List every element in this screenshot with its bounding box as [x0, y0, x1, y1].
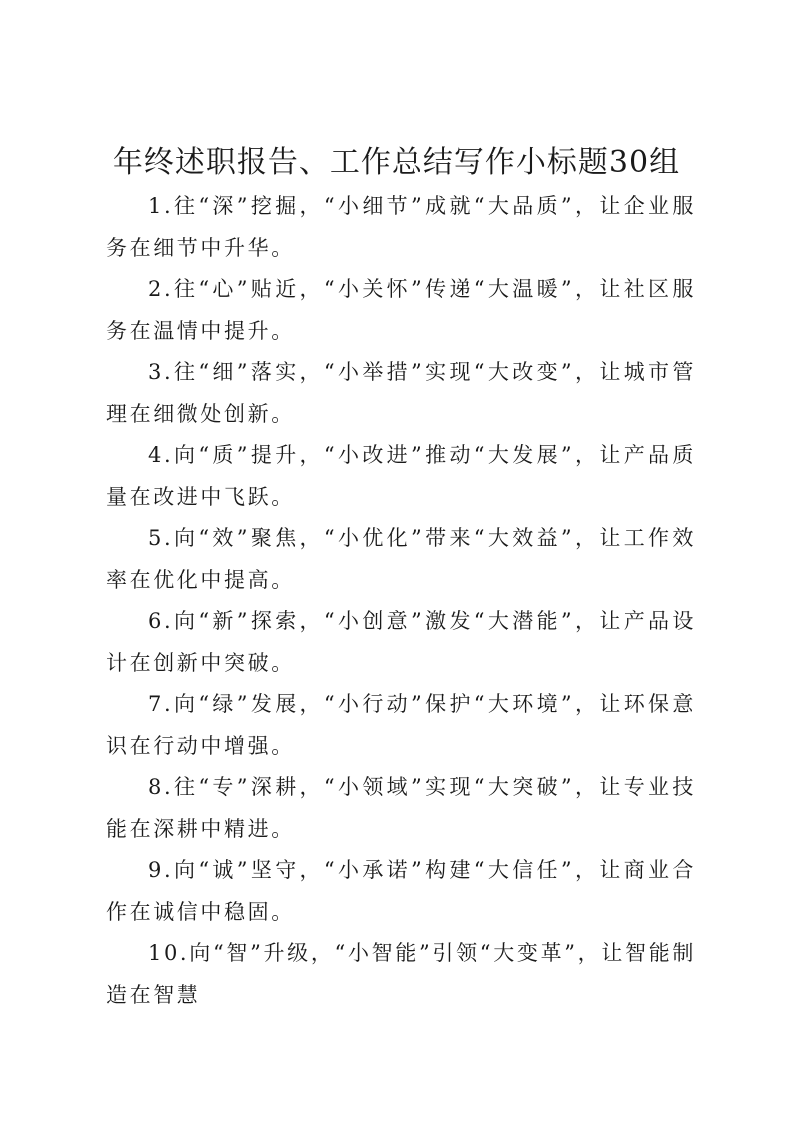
document-title: 年终述职报告、工作总结写作小标题30组: [112, 145, 681, 180]
list-item: 4.向“质”提升，“小改进”推动“大发展”，让产品质量在改进中飞跃。: [106, 443, 696, 509]
list-item: 2.往“心”贴近，“小关怀”传递“大温暖”，让社区服务在温情中提升。: [106, 277, 696, 343]
list-item: 5.向“效”聚焦，“小优化”带来“大效益”，让工作效率在优化中提高。: [106, 526, 696, 592]
list-item: 9.向“诚”坚守，“小承诺”构建“大信任”，让商业合作在诚信中稳固。: [106, 858, 696, 924]
list-item: 1.往“深”挖掘，“小细节”成就“大品质”，让企业服务在细节中升华。: [106, 194, 696, 260]
document-body: [106, 186, 696, 1016]
list-item: 6.向“新”探索，“小创意”激发“大潜能”，让产品设计在创新中突破。: [106, 609, 696, 675]
list-item: 8.往“专”深耕，“小领域”实现“大突破”，让专业技能在深耕中精进。: [106, 775, 696, 841]
list-item: 7.向“绿”发展，“小行动”保护“大环境”，让环保意识在行动中增强。: [106, 692, 696, 758]
list-item: 10.向“智”升级，“小智能”引领“大变革”，让智能制造在智慧: [106, 941, 696, 1007]
list-item: 3.往“细”落实，“小举措”实现“大改变”，让城市管理在细微处创新。: [106, 360, 696, 426]
